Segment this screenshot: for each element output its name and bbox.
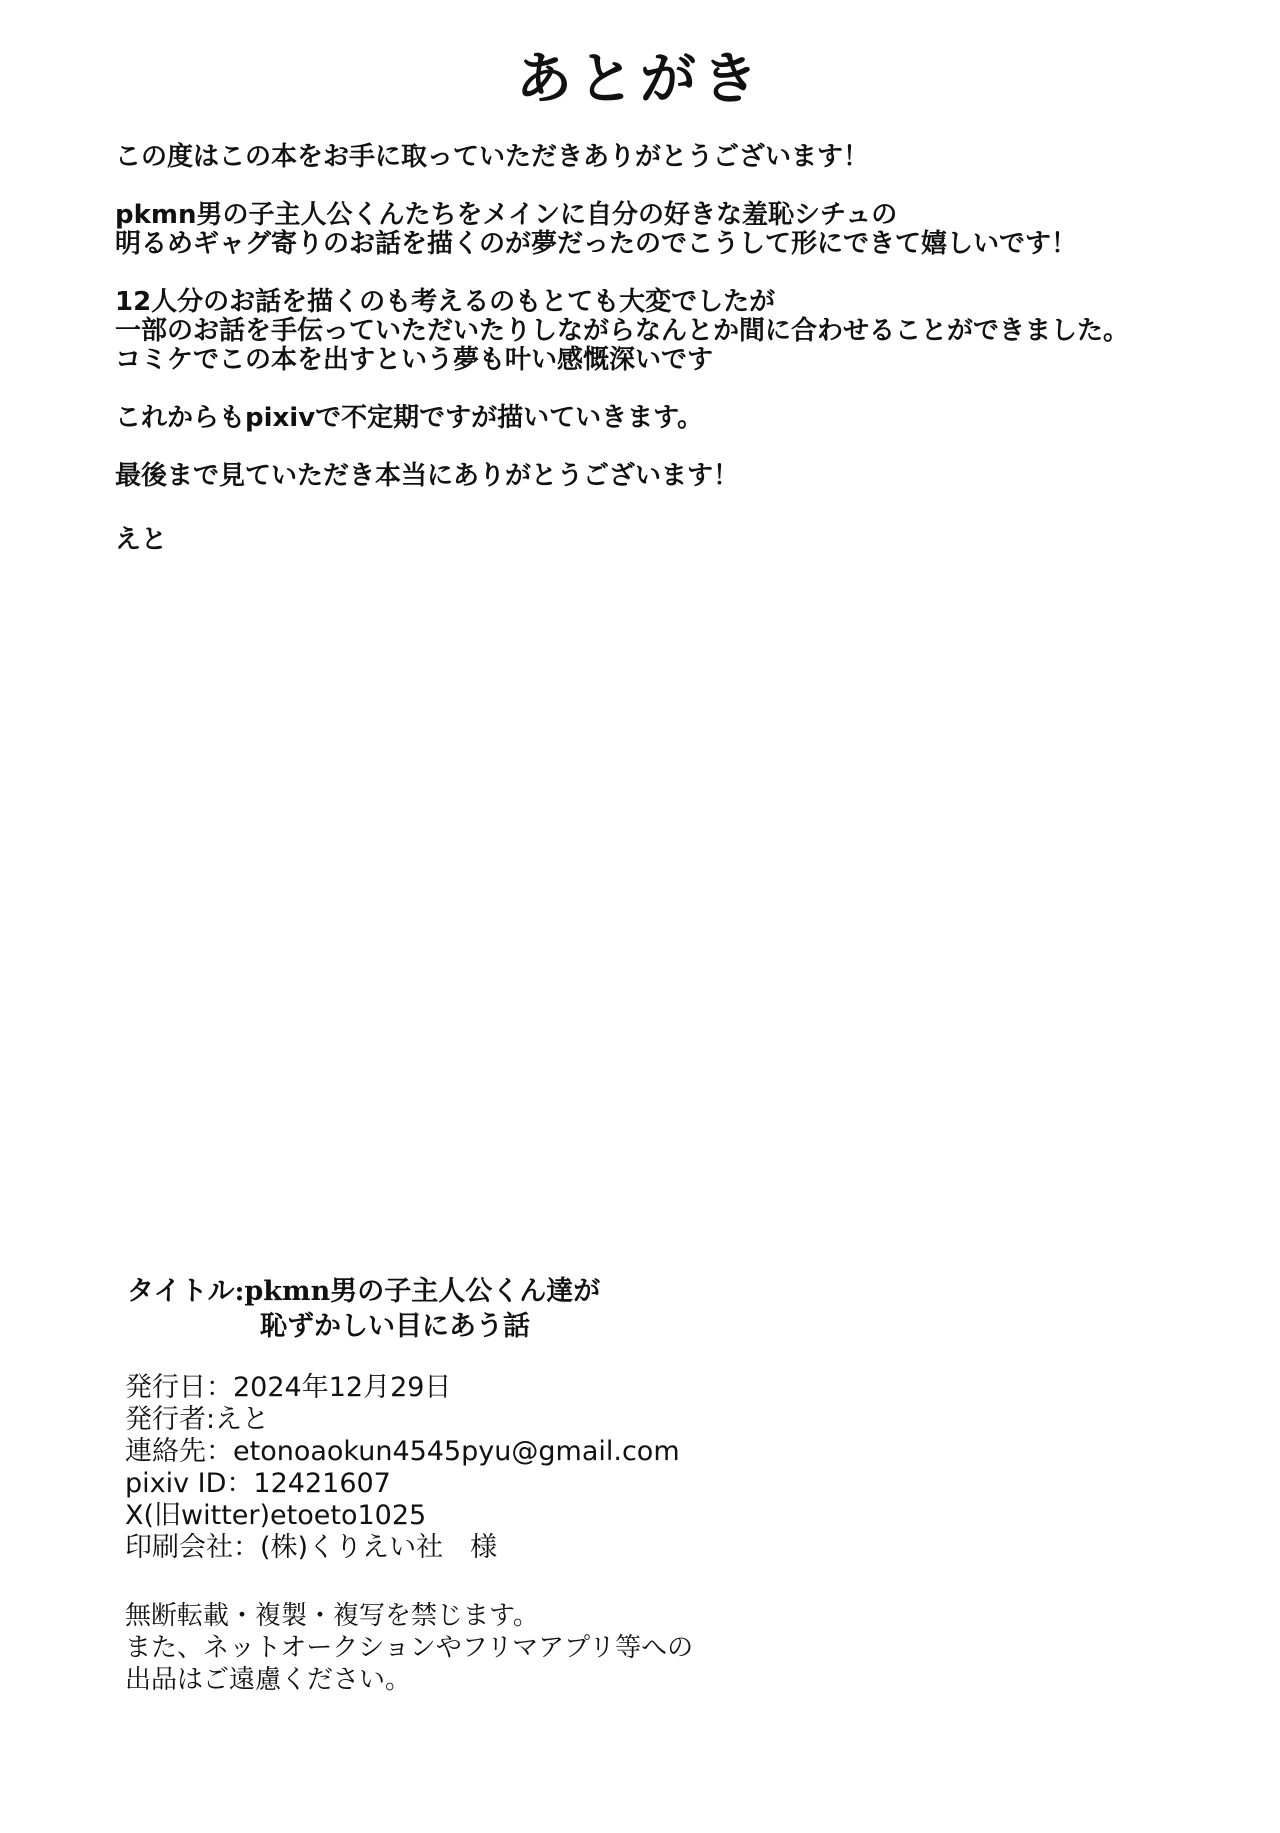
colophon-title-line: タイトル:pkmn男の子主人公くん達が <box>127 1276 601 1307</box>
contact-email: 連絡先：etonoaokun4545pyu@gmail.com <box>125 1436 680 1467</box>
colophon-title-line: 恥ずかしい目にあう話 <box>260 1311 530 1342</box>
afterword-line: pkmn男の子主人公くんたちをメインに自分の好きな羞恥シチュの <box>115 200 898 230</box>
afterword-line: これからもpixivで不定期ですが描いていきます。 <box>115 403 704 433</box>
afterword-paragraph <box>115 201 1235 259</box>
notice-line: 無断転載・複製・複写を禁じます。 <box>125 1601 539 1631</box>
afterword-paragraph <box>115 462 1235 491</box>
afterword-body <box>115 143 1235 555</box>
page-title: あとがき <box>516 47 764 112</box>
printer: 印刷会社：(株)くりえい社 様 <box>125 1532 498 1563</box>
afterword-line: 一部のお話を手伝っていただいたりしながらなんとか間に合わせることができました。 <box>115 316 1130 346</box>
colophon-details <box>125 1372 680 1564</box>
x-account: X(旧witter)etoeto1025 <box>125 1500 427 1531</box>
author-signature: えと <box>115 525 168 555</box>
afterword-line: この度はこの本をお手に取っていただきありがとうございます！ <box>115 142 870 172</box>
afterword-paragraph <box>115 143 1235 172</box>
afterword-paragraph <box>115 288 1235 375</box>
afterword-line: 最後まで見ていただき本当にありがとうございます！ <box>115 461 740 491</box>
notice-line: 出品はご遠慮ください。 <box>125 1665 412 1695</box>
afterword-line: 12人分のお話を描くのも考えるのもとても大変でしたが <box>115 287 776 317</box>
afterword-line: コミケでこの本を出すという夢も叶い感慨深いです <box>115 345 714 375</box>
notice-line: また、ネットオークションやフリマアプリ等への <box>125 1633 694 1663</box>
afterword-paragraph <box>115 404 1235 433</box>
pixiv-id: pixiv ID：12421607 <box>125 1468 391 1499</box>
publish-date: 発行日：2024年12月29日 <box>125 1372 452 1403</box>
afterword-line: 明るめギャグ寄りのお話を描くのが夢だったのでこうして形にできて嬉しいです！ <box>115 229 1078 259</box>
colophon-title <box>127 1274 600 1344</box>
copyright-notice <box>125 1600 693 1696</box>
publisher: 発行者:えと <box>125 1404 270 1435</box>
